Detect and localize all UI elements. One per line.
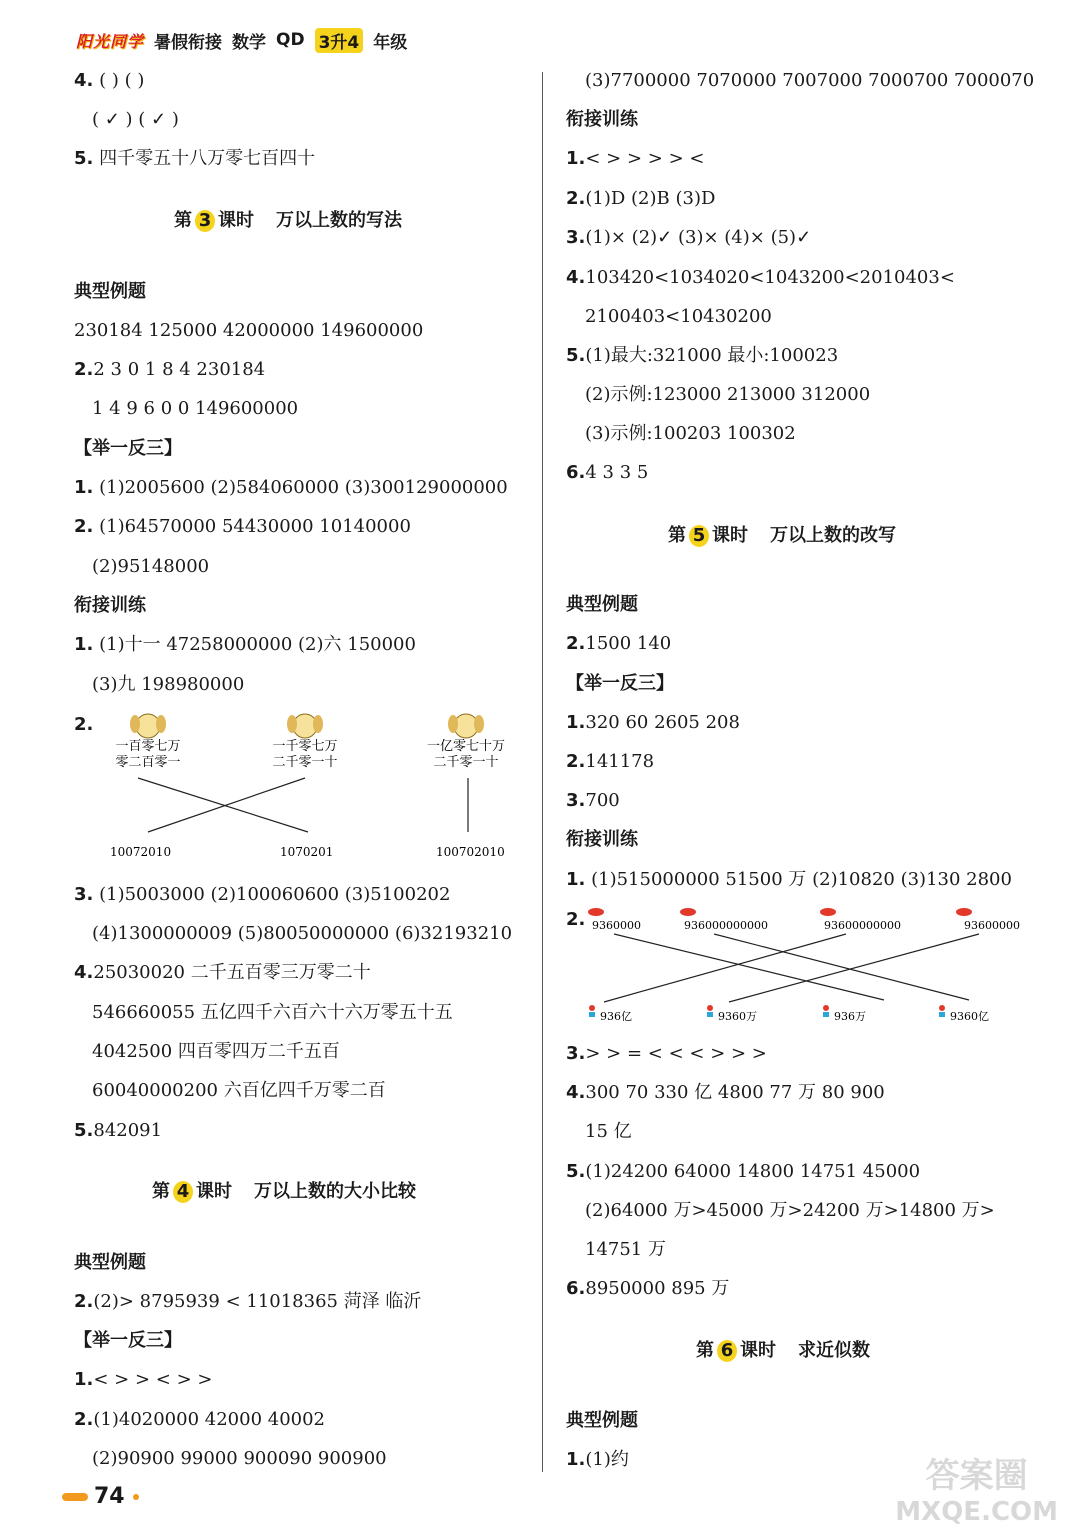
answer-line: 60040000200 六百亿四千万零二百 <box>92 1080 386 1101</box>
match-label: 二千零一十 <box>272 755 338 770</box>
match-label: 二千零一十 <box>433 755 499 770</box>
edition: QD <box>276 30 305 50</box>
matching-diagram-2 <box>584 902 1034 1032</box>
dog-icon <box>448 714 484 738</box>
figure-icon <box>707 1005 713 1017</box>
section-heading: 典型例题 <box>74 1252 146 1273</box>
dog-icon <box>130 714 166 738</box>
answer-line: 4.300 70 330 亿 4800 77 万 80 900 <box>566 1082 885 1103</box>
match-number: 9360000 <box>592 919 641 932</box>
answer-line: 1. (1)十一 47258000000 (2)六 150000 <box>74 634 416 655</box>
answer-line: 1.< > > > > < <box>566 148 705 169</box>
answer-line: 2.2 3 0 1 8 4 230184 <box>74 359 266 380</box>
answer-line: 5.(1)24200 64000 14800 14751 45000 <box>566 1161 921 1182</box>
section-heading: 衔接训练 <box>566 829 638 850</box>
answer-line: 2.1500 140 <box>566 633 672 654</box>
answer-line: 1 4 9 6 0 0 149600000 <box>92 398 299 419</box>
match-label: 一千零七万 <box>272 739 338 754</box>
section-heading: 衔接训练 <box>74 595 146 616</box>
answer-line: 3.> > = < < < > > > <box>566 1043 767 1064</box>
column-divider <box>542 72 543 1472</box>
answer-line: 546660055 五亿四千六百六十六万零五十五 <box>92 1002 453 1023</box>
page-header <box>76 26 417 54</box>
page-dot-icon <box>133 1494 139 1500</box>
answer-line: 2.(1)D (2)B (3)D <box>566 188 716 209</box>
match-line <box>604 934 846 1002</box>
answer-line: 5.842091 <box>74 1120 163 1141</box>
answer-line: 6.8950000 895 万 <box>566 1278 730 1299</box>
section-heading: 【举一反三】 <box>566 673 674 694</box>
answer-line: 3. (1)5003000 (2)100060600 (3)5100202 <box>74 884 451 905</box>
answer-line: (2)95148000 <box>92 556 210 577</box>
answer-line: 230184 125000 42000000 149600000 <box>74 320 424 341</box>
answer-line: 4042500 四百零四万二千五百 <box>92 1041 340 1062</box>
match-number: 100702010 <box>436 845 505 859</box>
section-heading: 【举一反三】 <box>74 438 182 459</box>
match-number: 936000000000 <box>684 919 768 932</box>
answer-line: 15 亿 <box>585 1121 632 1142</box>
answer-line: 4.103420<1034020<1043200<2010403< <box>566 267 955 288</box>
answer-line: (2)64000 万>45000 万>24200 万>14800 万> <box>585 1200 995 1221</box>
answer-line: (2)90900 99000 900090 900900 <box>92 1448 387 1469</box>
answer-line: 1. (1)2005600 (2)584060000 (3)300129000000 <box>74 477 508 498</box>
section-heading: 典型例题 <box>566 594 638 615</box>
match-number: 10072010 <box>110 845 172 859</box>
match-label: 一亿零七十万 <box>426 739 506 754</box>
answer-line: 3.700 <box>566 790 620 811</box>
answer-line: (2)示例:123000 213000 312000 <box>585 384 871 405</box>
section-heading: 典型例题 <box>74 281 146 302</box>
answer-line: 4. ( ) ( ) <box>74 70 145 91</box>
matching-diagram-1 <box>90 706 530 876</box>
match-line <box>729 934 979 1002</box>
grade-tag: 3升4 <box>315 28 364 53</box>
figure-icon <box>823 1005 829 1017</box>
match-label: 936万 <box>834 1010 866 1023</box>
answer-line: 2.(1)4020000 42000 40002 <box>74 1409 326 1430</box>
answer-line: 2.141178 <box>566 751 655 772</box>
answer-line: ( ✓ ) ( ✓ ) <box>92 109 179 130</box>
section-heading: 【举一反三】 <box>74 1330 182 1351</box>
subject: 数学 <box>232 32 267 53</box>
answer-line: 2100403<10430200 <box>585 306 772 327</box>
watermark: 答案圈 MXQE.COM <box>895 1456 1058 1527</box>
match-label: 9360亿 <box>950 1010 989 1023</box>
answer-line: 2. (1)64570000 54430000 10140000 <box>74 516 411 537</box>
match-label: 936亿 <box>600 1010 632 1023</box>
answer-line: (3)示例:100203 100302 <box>585 423 796 444</box>
answer-line: 2. <box>74 714 94 735</box>
brand-logo: 阳光同学 <box>76 31 145 51</box>
answer-line: 14751 万 <box>585 1239 666 1260</box>
answer-line: 5. 四千零五十八万零七百四十 <box>74 148 316 169</box>
lesson-heading: 第 5 课时 万以上数的改写 <box>668 525 896 546</box>
answer-line: 1.(1)约 <box>566 1449 629 1470</box>
page-bar-icon <box>62 1493 88 1501</box>
series-name: 暑假衔接 <box>154 32 223 53</box>
hat-icon <box>680 908 696 916</box>
answer-line: 6.4 3 3 5 <box>566 462 649 483</box>
hat-icon <box>820 908 836 916</box>
answer-line: 1.< > > < > > <box>74 1369 213 1390</box>
answer-line: (3)九 198980000 <box>92 674 245 695</box>
lesson-heading: 第 4 课时 万以上数的大小比较 <box>152 1181 416 1202</box>
dog-icon <box>287 714 323 738</box>
section-heading: 衔接训练 <box>566 109 638 130</box>
figure-icon <box>589 1005 595 1017</box>
match-number: 1070201 <box>280 845 334 859</box>
match-label: 一百零七万 <box>115 739 181 754</box>
answer-line: 1. (1)515000000 51500 万 (2)10820 (3)130 2800 <box>566 869 1012 890</box>
match-number: 93600000000 <box>824 919 901 932</box>
match-number: 93600000 <box>964 919 1020 932</box>
match-label: 零二百零一 <box>115 755 181 770</box>
grade-suffix: 年级 <box>373 32 408 53</box>
section-heading: 典型例题 <box>566 1410 638 1431</box>
lesson-heading: 第 6 课时 求近似数 <box>696 1340 870 1361</box>
answer-line: 4.25030020 二千五百零三万零二十 <box>74 962 371 983</box>
hat-icon <box>588 908 604 916</box>
answer-line: (3)7700000 7070000 7007000 7000700 7000070 <box>585 70 1035 91</box>
figure-icon <box>939 1005 945 1017</box>
answer-line: 2.(2)> 8795939 < 11018365 菏泽 临沂 <box>74 1291 422 1312</box>
match-label: 9360万 <box>718 1010 757 1023</box>
page-number: 74 <box>62 1484 139 1509</box>
answer-line: 1.320 60 2605 208 <box>566 712 740 733</box>
answer-line: (4)1300000009 (5)80050000000 (6)32193210 <box>92 923 513 944</box>
answer-line: 5.(1)最大:321000 最小:100023 <box>566 345 839 366</box>
answer-line: 3.(1)× (2)✓ (3)× (4)× (5)✓ <box>566 227 812 248</box>
hat-icon <box>956 908 972 916</box>
lesson-heading: 第 3 课时 万以上数的写法 <box>174 210 402 231</box>
answer-line: 2. <box>566 909 586 930</box>
